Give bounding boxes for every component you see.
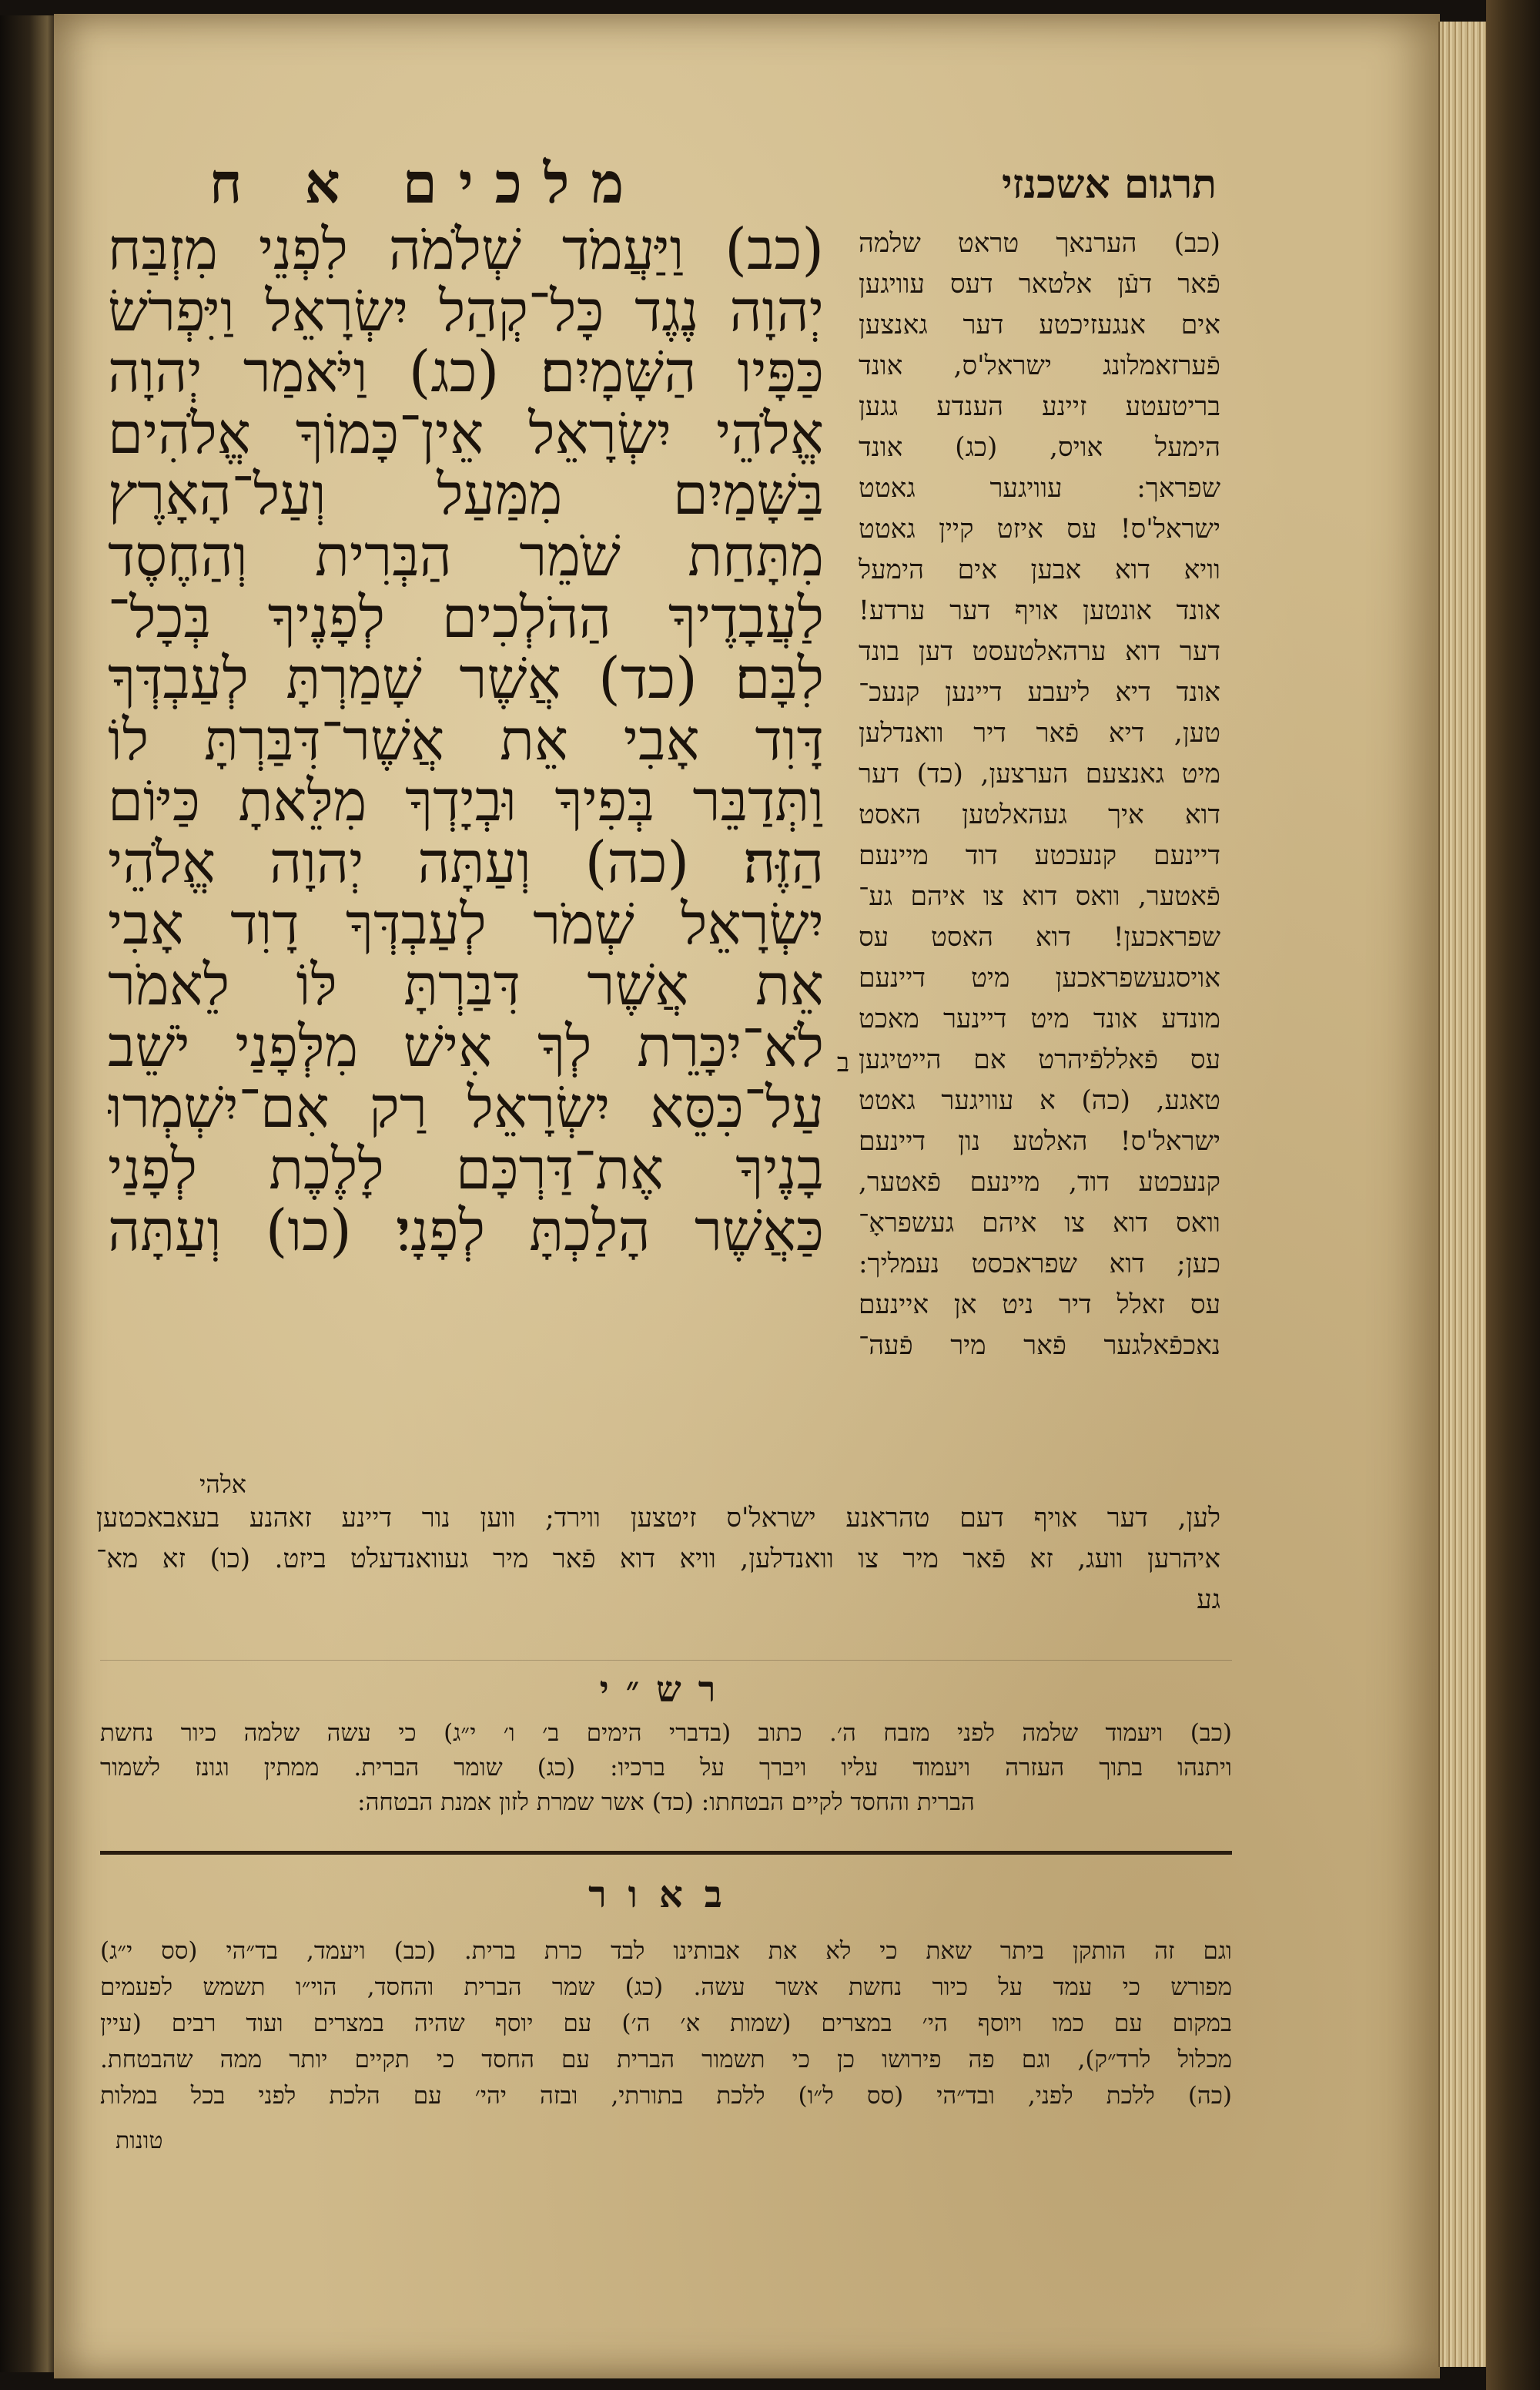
translation-line: הימעל אויס, (כג) אונד [859,432,1220,463]
main-text-line: כַּפָּיו הַשָּׁמָיִם׃ (כג) וַיֹּאמַר יְהוָה [108,342,824,404]
translation-line: דער דוא ערהאלטעסט דען בונד [859,636,1220,667]
main-text-line: יְהוָה נֶגֶד כָּל־קְהַל יִשְׂרָאֵל וַיִּפְרֹשׂ [108,280,824,343]
translation-title: תרגום אשכנזי [1002,161,1217,208]
left-page-edge [0,15,54,2372]
rashi-title: רש״י [599,1668,733,1710]
main-text-block [108,220,824,1262]
translation-line: בריטעטע זיינע הענדע גגען [859,391,1220,422]
translation-line: נאכפֿאלגער פֿאר מיר פֿעה־ [859,1330,1220,1361]
translation-line: טען, דיא פֿאר דיר וואנדלען [859,718,1220,749]
translation-line: אים אנגעזיכטע דער גאנצען [859,310,1220,340]
translation-line: עס פֿאללפֿיהרט אם הייטיגען [859,1044,1220,1075]
translation-line: פֿאר דעֿן אלטאר דעס עוויגען [859,269,1220,300]
translation-line: וויא דוא אבען אים הימעל [859,555,1220,585]
main-text-line: בַּשָּׁמַיִם מִמַּעַל וְעַל־הָאָרֶץ [108,464,824,526]
beur-line: (כה) ללכת לפני, ובד״הי (סס ל״ו) ללכת בתורתי, ובזה יהי׳ עם הלכת לפני בכל במלות [100,2082,1232,2110]
main-text-line: לִבָּם׃ (כד) אֲשֶׁר שָׁמַרְתָּ לְעַבְדְּךָ [108,649,824,710]
beur-commentary [100,1933,1232,2114]
translation-line: (כב) הערנאך טראט שלמה [859,228,1220,259]
page-block-edges [1438,22,1488,2367]
main-text-line: וַתְּדַבֵּר בְּפִיךָ וּבְיָדְךָ מִלֵּאתָ כַּיּוֹם [108,771,824,833]
main-text-line: (כב) וַיַּעֲמֹד שְׁלֹמֹה לִפְנֵי מִזְבַּח [108,220,824,281]
rashi-line: הברית והחסד לקיים הבטחתו: (כד) אשר שמרת לזון אמנת הבטחה: [357,1788,975,1816]
translation-line: אונד דיא ליעבע דיינען קנעכ־ [859,677,1220,708]
book-cover-edge [1486,0,1540,2390]
translation-column [859,223,1220,1366]
divider-rule [100,1851,1232,1855]
translation-line: שפראכען! דוא האסט עס [859,922,1220,953]
main-text-line: לֹא־יִכָּרֵת לְךָ אִישׁ מִלְּפָנַי יֹשֵׁב [108,1016,824,1078]
main-text-line: אֵת אֲשֶׁר דִּבַּרְתָּ לּוֹ לֵאמֹר [108,955,824,1017]
translation-line: דיינעם קנעכטע דוד מיינעם [859,840,1220,871]
beur-title: באור [588,1873,744,1916]
rashi-line: (כב) ויעמוד שלמה לפני מזבח ה׳. כתוב (בדברי הימים ב׳ ו׳ י״ג) כי עשה שלמה כיור נחשת [100,1719,1232,1747]
main-text-line: יִשְׂרָאֵל שְׁמֹר לְעַבְדְּךָ דָוִד אָבִי [108,893,824,956]
translation-line: עס זאלל דיר ניט אן איינעם [859,1289,1220,1320]
beur-line: מכלול לרד״ק), וגם פה פירושו כן כי תשמור הברית עם החסד כי תקיים יותר ממה שהבטחת. [100,2046,1232,2073]
main-text-line: מִתָּחַת שֹׁמֵר הַבְּרִית וְהַחֶסֶד [108,525,824,588]
translation-line: קנעכטע דוד, מיינעם פֿאטער, [859,1167,1220,1198]
translation-line: מיט גאנצעם הערצען, (כד) דער [859,759,1220,789]
translation-line: ישראל'ס! האלטע נון דיינעם [859,1126,1220,1157]
main-text-line: עַל־כִּסֵּא יִשְׂרָאֵל רַק אִם־יִשְׁמְרוּ [108,1078,824,1139]
translation-line: ישראל'ס! עס איזט קיין גאטט [859,514,1220,545]
translation-line: לען, דער אויף דעם טהראנע ישראל'ס זיטצען ווירד; ווען נור דיינע זאהנע בעאבאכטען [96,1503,1220,1534]
beur-line: במקום עם כמו ויוסף הי׳ במצרים (שמות א׳ ה׳) עם יוסף שהיה במצרים ועוד רבים (עיין [100,2010,1232,2037]
main-text-line: דָּוִד אָבִי אֵת אֲשֶׁר־דִּבַּרְתָּ לוֹ [108,709,824,772]
bottom-catchword: טונות [116,2127,163,2154]
translation-line: אויסגעשפראכען מיט דיינעם [859,963,1220,994]
main-text-line: אֱלֹהֵי יִשְׂרָאֵל אֵין־כָּמוֹךָ אֱלֹהִים [108,403,824,465]
main-catchword: אלהי [199,1470,246,1499]
main-text-line: כַּאֲשֶׁר הָלַכְתָּ לְפָנָי׃ (כו) וְעַתָּה [108,1200,824,1262]
rashi-commentary [100,1716,1232,1820]
rashi-line: ויתנהו בתוך העזרה ויעמוד עליו ויברך על ברכיו: (כג) שומר הברית. ממתין וגונז לשמור [100,1754,1232,1782]
translation-line: אונד אונטען אויף דער ערדע! [859,595,1220,626]
translation-line: וואס דוא צו איהם געשפראָ־ [859,1208,1220,1239]
main-text-line: לַעֲבָדֶיךָ הַהֹלְכִים לְפָנֶיךָ בְּכָל־ [108,587,824,649]
translation-line: טאגע, (כה) א עוויגער גאטט [859,1085,1220,1116]
beur-line: וגם זה הותקן ביתר שאת כי לא את אבותינו לבד כרת ברית. (כב) ויעמד, בד״הי (סס י״ג) [100,1937,1232,1965]
translation-line: כען; דוא שפראכסט נעמליך: [859,1249,1220,1279]
translation-line: פֿאטער, וואס דוא צו איהם גע־ [859,881,1220,912]
translation-line: גע [1197,1584,1220,1615]
translation-continuation [96,1498,1220,1621]
running-head: מלכים א ח [209,150,646,216]
margin-mark: ב [836,1048,850,1078]
divider-thin [100,1660,1232,1661]
translation-line: פֿערזאמלונג ישראל'ס, אונד [859,350,1220,381]
beur-line: מפורש כי עמד על כיור נחשת אשר עשה. (כג) שמר הברית והחסד, הוי״ו תשמש לפעמים [100,1973,1232,2001]
translation-line: דוא איך געהאלטען האסט [859,799,1220,830]
main-text-line: הַזֶּה׃ (כה) וְעַתָּה יְהוָה אֱלֹהֵי [108,832,824,894]
translation-line: איהרען וועג, זא פֿאר מיר צו וואנדלען, וויא דוא פֿאר מיר געוואנדעלט ביזט. (כו) זא מא־ [96,1544,1220,1574]
translation-line: מונדע אונד מיט דיינער מאכט [859,1004,1220,1034]
main-text-line: בָנֶיךָ אֶת־דַּרְכָּם לָלֶכֶת לְפָנַי [108,1138,824,1201]
translation-line: שפראך: עוויגער גאטט [859,473,1220,504]
